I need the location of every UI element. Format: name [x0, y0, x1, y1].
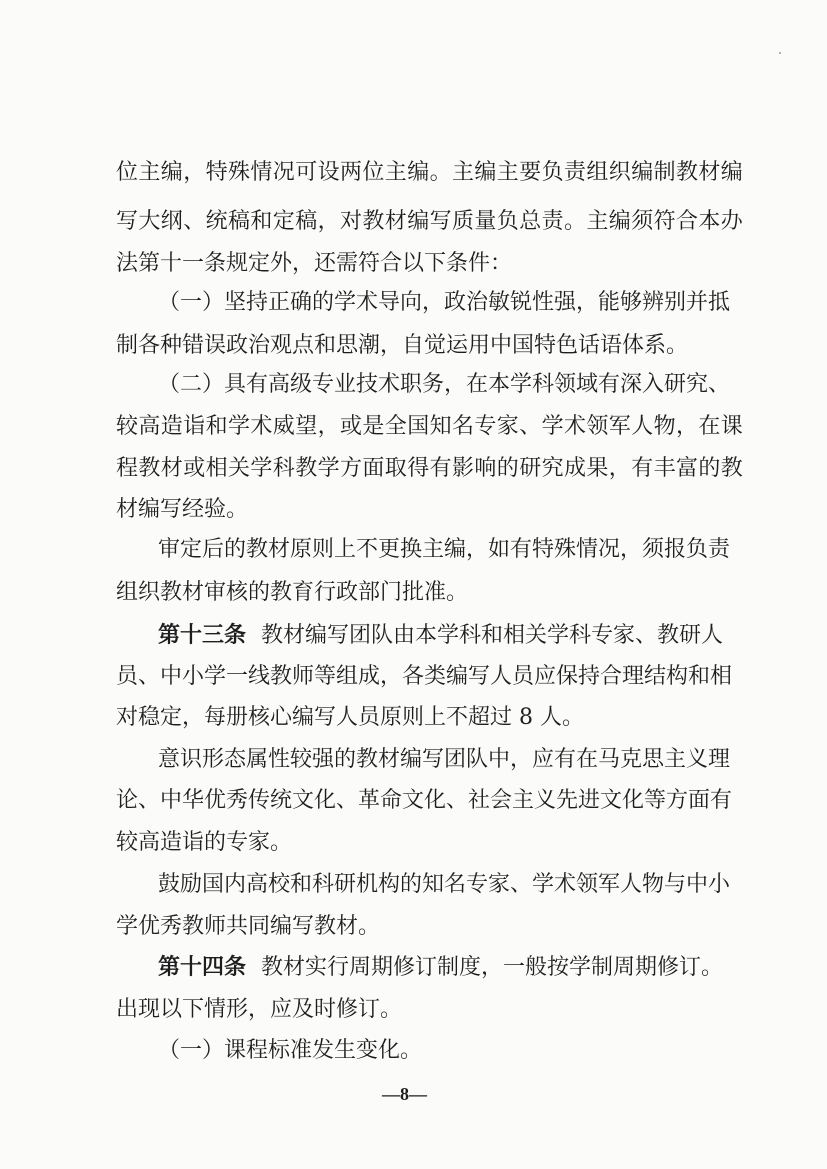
page-number: —8—	[382, 1084, 427, 1104]
body-line: 对稳定，每册核心编写人员原则上不超过 8 人。	[116, 705, 584, 730]
body-line: 材编写经验。	[116, 497, 249, 522]
body-line: 较高造诣的专家。	[116, 830, 293, 855]
body-line: （一）课程标准发生变化。	[158, 1038, 423, 1063]
body-line: 制各种错误政治观点和思潮，自觉运用中国特色话语体系。	[116, 333, 689, 358]
body-line: 论、中华优秀传统文化、革命文化、社会主义先进文化等方面有	[116, 788, 733, 813]
body-line: 组织教材审核的教育行政部门批准。	[116, 580, 469, 605]
scan-speck	[779, 52, 781, 54]
body-line: 法第十一条规定外，还需符合以下条件：	[116, 251, 513, 276]
body-line: 审定后的教材原则上不更换主编，如有特殊情况，须报负责	[158, 537, 731, 562]
body-line: 写大纲、统稿和定稿，对教材编写质量负总责。主编须符合本办	[116, 209, 744, 234]
body-line	[158, 955, 723, 981]
body-line: 意识形态属性较强的教材编写团队中，应有在马克思主义理	[158, 747, 731, 772]
body-line: 出现以下情形，应及时修订。	[116, 997, 403, 1022]
article-13-text: 教材编写团队由本学科和相关学科专家、教研人	[261, 623, 724, 648]
body-line: 学优秀教师共同编写教材。	[116, 914, 381, 939]
body-line: 鼓励国内高校和科研机构的知名专家、学术领军人物与中小	[158, 872, 731, 897]
body-line: 程教材或相关学科教学方面取得有影响的研究成果，有丰富的教	[116, 456, 744, 481]
body-line: （二）具有高级专业技术职务，在本学科领域有深入研究、	[158, 372, 731, 397]
body-line: 较高造诣和学术威望，或是全国知名专家、学术领军人物，在课	[116, 414, 744, 439]
body-line: （一）坚持正确的学术导向，政治敏锐性强，能够辨别并抵	[158, 290, 731, 315]
body-line: 位主编，特殊情况可设两位主编。主编主要负责组织编制教材编	[116, 160, 744, 185]
body-line	[158, 623, 723, 649]
article-13-heading: 第十三条	[158, 623, 247, 648]
body-line: 员、中小学一线教师等组成，各类编写人员应保持合理结构和相	[116, 664, 733, 689]
article-14-heading: 第十四条	[158, 955, 247, 980]
article-14-text: 教材实行周期修订制度，一般按学制周期修订。	[261, 955, 724, 980]
